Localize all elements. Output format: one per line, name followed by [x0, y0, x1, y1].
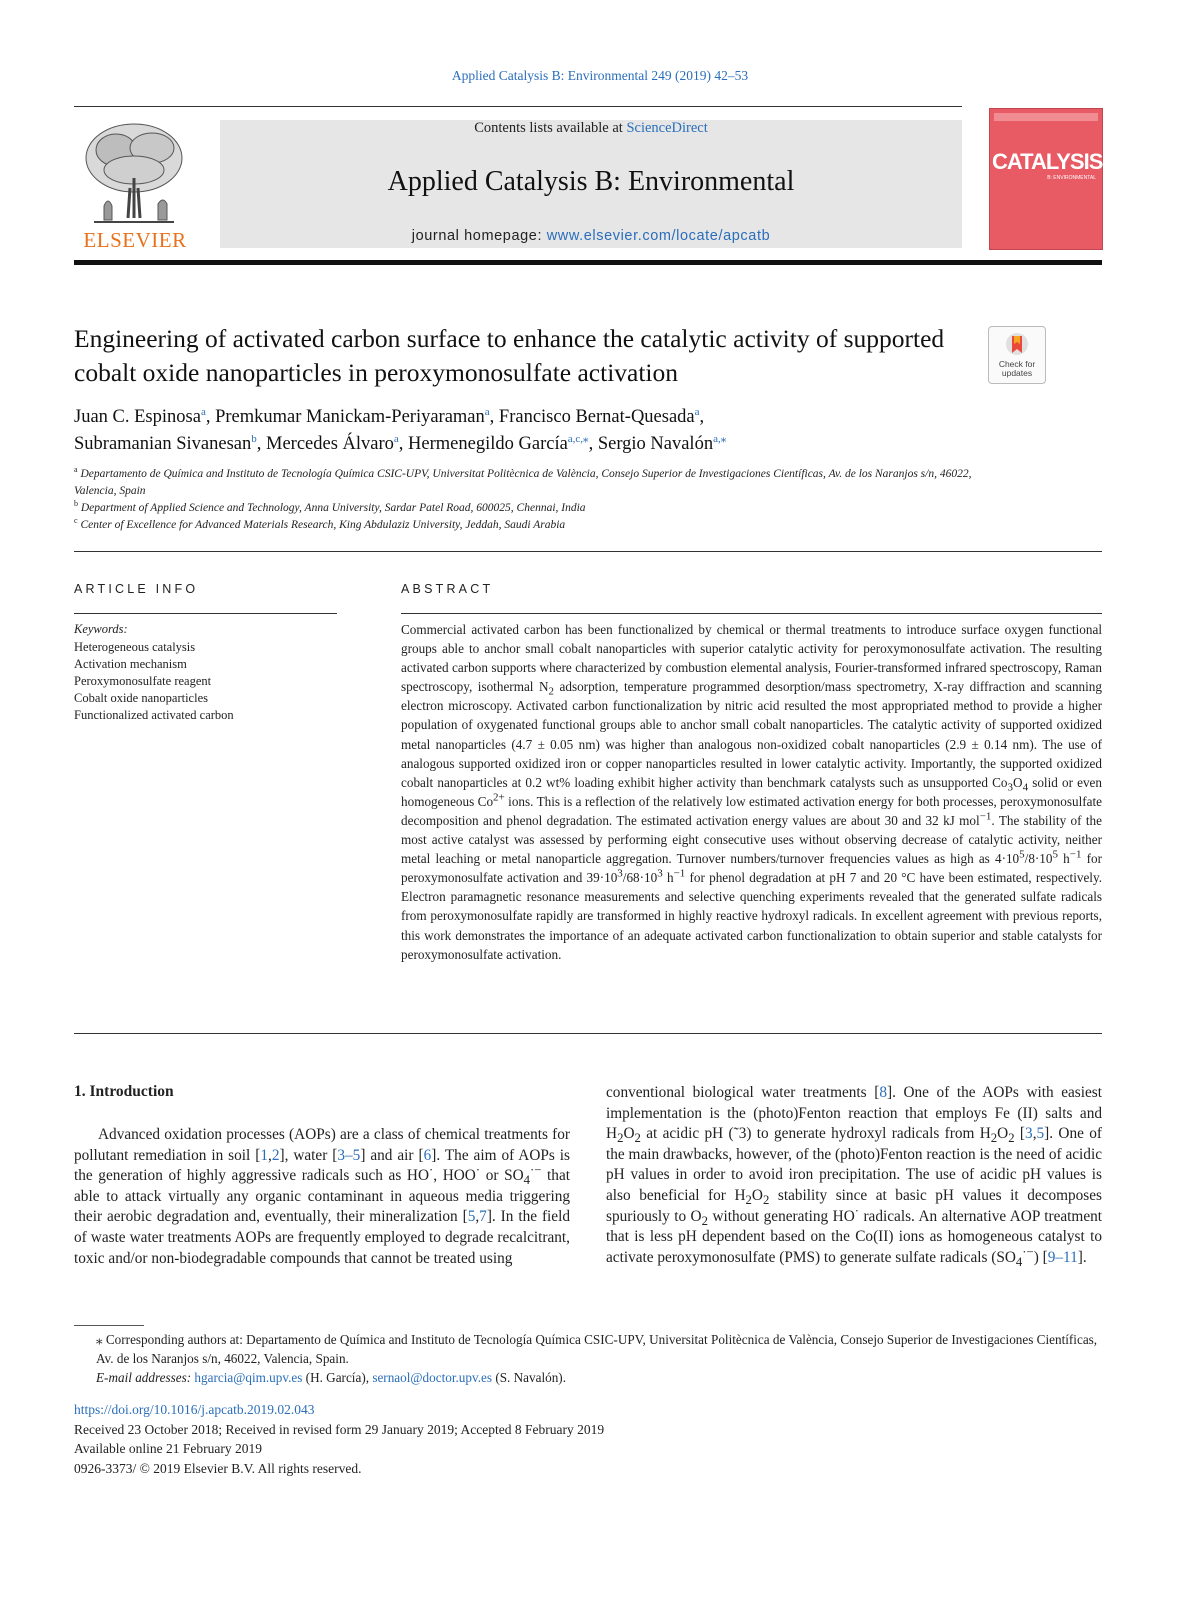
paragraph: Advanced oxidation processes (AOPs) are a class of chemical treatments for pollutant remediation in soil [1,2], water [3–5] and air [6]. The aim of AOPs is the generation of highly aggressive radicals such as HO·, HOO· or $SO_4^{\cdot-}$ that able to attack virtually any organic contaminant in aqueous media triggering their aerobic degradation and, eventually, their mineralization [5,7]. In the field of waste water treatments AOPs are frequently employed to degrade recalcitrant, toxic and/or non-biodegradable compounds that cannot be treated using [74, 1126, 570, 1267]
cover-strip [994, 113, 1098, 121]
footnote-text: ⁎ Corresponding authors at: Departamento de Química and Instituto de Tecnología Química CSIC-UPV, Universitat Politècnica de València, Consejo Superior de Investigaciones Científicas, Av. de los Naranjos s/n, 46022, Valencia, Spain. [96, 1332, 1098, 1366]
affiliation-text: Departamento de Química and Instituto de Tecnología Química CSIC-UPV, Universitat Politècnica de València, Consejo Superior de Investigaciones Científicas, Av. de los Naranjos s/n, 46022, Valencia, Spain [74, 468, 972, 497]
homepage-link[interactable]: www.elsevier.com/locate/apcatb [546, 228, 771, 244]
check-for-updates-button[interactable] [988, 326, 1046, 384]
journal-cover[interactable] [989, 108, 1103, 250]
reference-link[interactable]: 2 [271, 1146, 280, 1164]
reference-link[interactable]: 8 [879, 1084, 887, 1101]
affiliation-mark: b [74, 499, 78, 509]
introduction-column-left [74, 1125, 570, 1269]
section-rule [74, 551, 1102, 552]
keyword-item: Cobalt oxide nanoparticles [74, 691, 208, 705]
reference-link[interactable]: 6 [423, 1146, 432, 1164]
header-rule [74, 106, 962, 107]
abstract-rule [401, 613, 1102, 614]
citation-link[interactable]: Applied Catalysis B: Environmental 249 (2019) 42–53 [451, 68, 749, 83]
cover-subtitle: B: ENVIRONMENTAL [1047, 175, 1096, 181]
affiliation-text: Center of Excellence for Advanced Materials Research, King Abdulaziz University, Jeddah, Saudi Arabia [80, 519, 566, 531]
keyword-item: Functionalized activated carbon [74, 708, 234, 722]
email-line: E-mail addresses: hgarcia@qim.upv.es (H. García), sernaol@doctor.upv.es (S. Navalón). [96, 1370, 566, 1385]
journal-masthead [220, 120, 962, 248]
publication-info [74, 1400, 974, 1478]
introduction-column-right [606, 1083, 1102, 1268]
cover-title: CATALYSIS [992, 149, 1103, 174]
article-title: Engineering of activated carbon surface to enhance the catalytic activity of supported cobalt oxide nanoparticles in peroxymonosulfate activation [74, 324, 945, 387]
affiliation-text: Department of Applied Science and Technology, Anna University, Sardar Patel Road, 600025, Chennai, India [80, 502, 586, 514]
elsevier-wordmark: ELSEVIER [83, 228, 187, 252]
elsevier-logo [74, 118, 196, 252]
author-name: Francisco Bernat-Quesada [498, 407, 695, 427]
journal-citation[interactable] [0, 68, 1200, 84]
introduction-heading: 1. Introduction [74, 1083, 174, 1100]
affiliation-mark: a [74, 465, 78, 475]
reference-link[interactable]: 9–11 [1047, 1248, 1078, 1266]
journal-title: Applied Catalysis B: Environmental [387, 166, 795, 197]
elsevier-tree-icon [74, 118, 192, 226]
affiliation-item [74, 517, 974, 534]
author-name: Sergio Navalón [597, 434, 714, 454]
masthead-rule [74, 260, 1102, 265]
abstract-text: Commercial activated carbon has been functionalized by chemical or thermal treatments to introduce surface oxygen functional groups able to anchor small cobalt nanoparticles with superior catalytic activity for peroxymonosulfate activation. The resulting activated carbon supports where characterized by combustion elemental analysis, Fourier-transformed infrared spectroscopy, Raman spectroscopy, isothermal $N_2$ adsorption, temperature programmed desorption/mass spectrometry, X-ray diffraction and scanning electron microscopy. Activated carbon functionalization by nitric acid resulted the most appropriated method to provide a higher population of oxygenated functional groups able to anchor small cobalt nanoparticles. The catalytic activity of supported oxidized metal nanoparticles (4.7 ± 0.05 nm) was higher than analogous non-oxidized cobalt nanoparticles (2.9 ± 0.14 nm). The use of analogous supported oxidized iron or copper nanoparticles resulted in lower catalytic activity. Importantly, the supported oxidized cobalt nanoparticles at 0.2 wt% loading exhibit higher activity than benchmark catalysts such as unsupported $Co_3O_4$ solid or even homogeneous $Co^{2+}$ ions. This is a reflection of the relatively low estimated activation energy for both processes, peroxymonosulfate decomposition and phenol degradation. The estimated activation energy values are about 30 and 32 kJ mol$^{-1}$. The stability of the most active catalyst was assessed by performing eight consecutive uses without observing decrease of catalytic activity, neither metal leaching or metal nanoparticle aggregation. Turnover numbers/turnover frequencies values as high as $4\cdot 10^5/8\cdot 10^5$ $h^{-1}$ for peroxymonosulfate activation and $39\cdot 10^3/68\cdot 10^3$ $h^{-1}$ for phenol degradation at pH 7 and 20 °C have been estimated, respectively. Electron paramagnetic resonance measurements and selective quenching experiments revealed that the generated sulfate radicals from peroxymonosulfate rapidly are transformed in highly reactive hydroxyl radicals. In excellent agreement with previous reports, this work demonstrates the importance of an adequate activated carbon functionalization to obtain superior and stable catalysts for peroxymonosulfate activation. [401, 622, 1103, 962]
affiliation-item [74, 500, 974, 517]
author-name: Juan C. Espinosa [74, 407, 201, 427]
email-label: E-mail addresses: [96, 1370, 192, 1385]
keyword-list [74, 639, 374, 724]
reference-link[interactable]: 3–5 [337, 1146, 361, 1164]
affiliations [74, 466, 974, 534]
keywords-label: Keywords: [74, 622, 128, 636]
homepage-line [220, 228, 962, 244]
author-name: Mercedes Álvaro [266, 434, 394, 454]
homepage-prefix: journal homepage: [411, 228, 547, 244]
author-affiliation-mark[interactable]: a,c,⁎ [567, 432, 589, 445]
reference-link[interactable]: 3 [1025, 1125, 1033, 1143]
email-link[interactable]: sernaol@doctor.upv.es [372, 1370, 493, 1385]
keyword-item: Peroxymonosulfate reagent [74, 674, 212, 688]
sciencedirect-link[interactable]: ScienceDirect [626, 120, 708, 136]
reference-link[interactable]: 5 [1036, 1125, 1045, 1143]
article-info-rule [74, 613, 337, 614]
bookmark-icon [1005, 332, 1029, 356]
reference-link[interactable]: 1 [260, 1146, 268, 1164]
author-affiliation-mark[interactable]: a [484, 405, 490, 418]
contents-line [220, 120, 962, 137]
affiliation-mark: c [74, 516, 78, 526]
author-affiliation-mark[interactable]: a [393, 432, 399, 445]
keyword-item: Activation mechanism [74, 657, 187, 671]
author-affiliation-mark[interactable]: b [251, 432, 257, 445]
article-info-heading: ARTICLE INFO [74, 582, 199, 596]
paragraph: conventional biological water treatments [8]. One of the AOPs with easiest implementation is the (photo)Fenton reaction that employs Fe (II) salts and $H_2O_2$ at acidic pH (˜3) to generate hydroxyl radicals from $H_2O_2$ [3,5]. One of the main drawbacks, however, of the (photo)Fenton reaction is the need of acidic pH values in order to avoid iron precipitation. The use of acidic pH values is also beneficial for $H_2O_2$ stability since at basic pH values it decomposes spuriously to $O_2$ without generating HO· radicals. An alternative AOP treatment that is less pH dependent based on the Co(II) ions as homogeneous catalyst to activate peroxymonosulfate (PMS) to generate sulfate radicals $(SO_4^{\cdot-})$ [9–11]. [606, 1084, 1103, 1269]
email-link[interactable]: hgarcia@qim.upv.es [194, 1370, 303, 1385]
author-name: Premkumar Manickam-Periyaraman [215, 407, 485, 427]
author-affiliation-mark[interactable]: a [694, 405, 700, 418]
reference-link[interactable]: 5 [467, 1208, 476, 1226]
author-name: Subramanian Sivanesan [74, 434, 252, 454]
reference-link[interactable]: 7 [479, 1208, 487, 1226]
doi-link[interactable]: https://doi.org/10.1016/j.apcatb.2019.02.043 [74, 1402, 315, 1417]
author-name: Hermenegildo García [408, 434, 568, 454]
copyright: 0926-3373/ © 2019 Elsevier B.V. All rights reserved. [74, 1460, 362, 1476]
author-list: Juan C. Espinosa$^a$, Premkumar Manickam-Periyaraman$^a$, Francisco Bernat-Quesada$^a$, Subramanian Sivanesan$^b$, Mercedes Álvaro$^a$, Hermenegildo García$^{a,c,⁎}$, Sergio Navalón$^{a,⁎}$ [74, 405, 727, 454]
footnote-rule [74, 1325, 144, 1326]
available-online: Available online 21 February 2019 [74, 1441, 262, 1456]
author-affiliation-mark[interactable]: a,⁎ [713, 432, 727, 445]
contents-prefix: Contents lists available at [474, 120, 627, 136]
keyword-item: Heterogeneous catalysis [74, 640, 196, 654]
corresponding-author-footnote [74, 1330, 1102, 1387]
abstract-end-rule [74, 1033, 1102, 1034]
affiliation-item [74, 466, 974, 500]
received-dates: Received 23 October 2018; Received in revised form 29 January 2019; Accepted 8 February 2019 [74, 1421, 605, 1437]
check-for-updates-label: Check for updates [998, 359, 1036, 378]
abstract-heading: ABSTRACT [401, 582, 494, 596]
author-affiliation-mark[interactable]: a [200, 405, 206, 418]
